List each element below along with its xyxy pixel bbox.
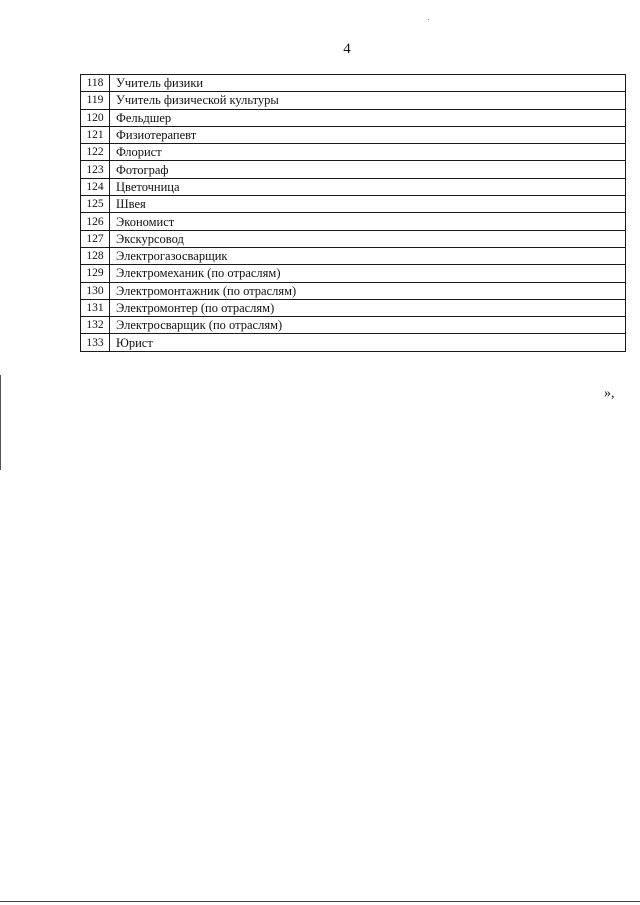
table-row (81, 92, 626, 109)
scan-speck (428, 19, 429, 20)
profession-name-cell: Швея (110, 196, 626, 213)
row-number-cell: 133 (81, 334, 110, 351)
profession-name-cell: Цветочница (110, 178, 626, 195)
profession-name-cell: Электросварщик (по отраслям) (110, 317, 626, 334)
profession-name-cell: Флорист (110, 144, 626, 161)
row-number-cell: 129 (81, 265, 110, 282)
table-row (81, 247, 626, 264)
profession-name-cell: Фельдшер (110, 109, 626, 126)
profession-name-cell: Электромеханик (по отраслям) (110, 265, 626, 282)
profession-name-cell: Электромонтер (по отраслям) (110, 299, 626, 316)
professions-table (80, 74, 626, 352)
table-row (81, 282, 626, 299)
table-row (81, 75, 626, 92)
row-number-cell: 122 (81, 144, 110, 161)
table-row (81, 230, 626, 247)
table-row (81, 178, 626, 195)
table-row (81, 334, 626, 351)
profession-name-cell: Экскурсовод (110, 230, 626, 247)
row-number-cell: 119 (81, 92, 110, 109)
profession-name-cell: Юрист (110, 334, 626, 351)
row-number-cell: 120 (81, 109, 110, 126)
row-number-cell: 126 (81, 213, 110, 230)
professions-table-container (80, 74, 626, 352)
row-number-cell: 118 (81, 75, 110, 92)
row-number-cell: 123 (81, 161, 110, 178)
profession-name-cell: Учитель физики (110, 75, 626, 92)
table-row (81, 299, 626, 316)
row-number-cell: 127 (81, 230, 110, 247)
scan-edge-artifact (0, 375, 1, 470)
scan-bottom-edge (0, 901, 640, 902)
row-number-cell: 131 (81, 299, 110, 316)
table-row (81, 161, 626, 178)
profession-name-cell: Экономист (110, 213, 626, 230)
table-row (81, 265, 626, 282)
row-number-cell: 125 (81, 196, 110, 213)
profession-name-cell: Физиотерапевт (110, 126, 626, 143)
profession-name-cell: Фотограф (110, 161, 626, 178)
closing-quote-mark: », (604, 386, 615, 401)
row-number-cell: 128 (81, 247, 110, 264)
row-number-cell: 130 (81, 282, 110, 299)
professions-table-body (81, 75, 626, 352)
table-row (81, 126, 626, 143)
table-row (81, 196, 626, 213)
profession-name-cell: Электрогазосварщик (110, 247, 626, 264)
row-number-cell: 124 (81, 178, 110, 195)
profession-name-cell: Электромонтажник (по отраслям) (110, 282, 626, 299)
row-number-cell: 132 (81, 317, 110, 334)
page-number: 4 (343, 41, 351, 57)
table-row (81, 144, 626, 161)
table-row (81, 317, 626, 334)
row-number-cell: 121 (81, 126, 110, 143)
table-row (81, 109, 626, 126)
profession-name-cell: Учитель физической культуры (110, 92, 626, 109)
table-row (81, 213, 626, 230)
